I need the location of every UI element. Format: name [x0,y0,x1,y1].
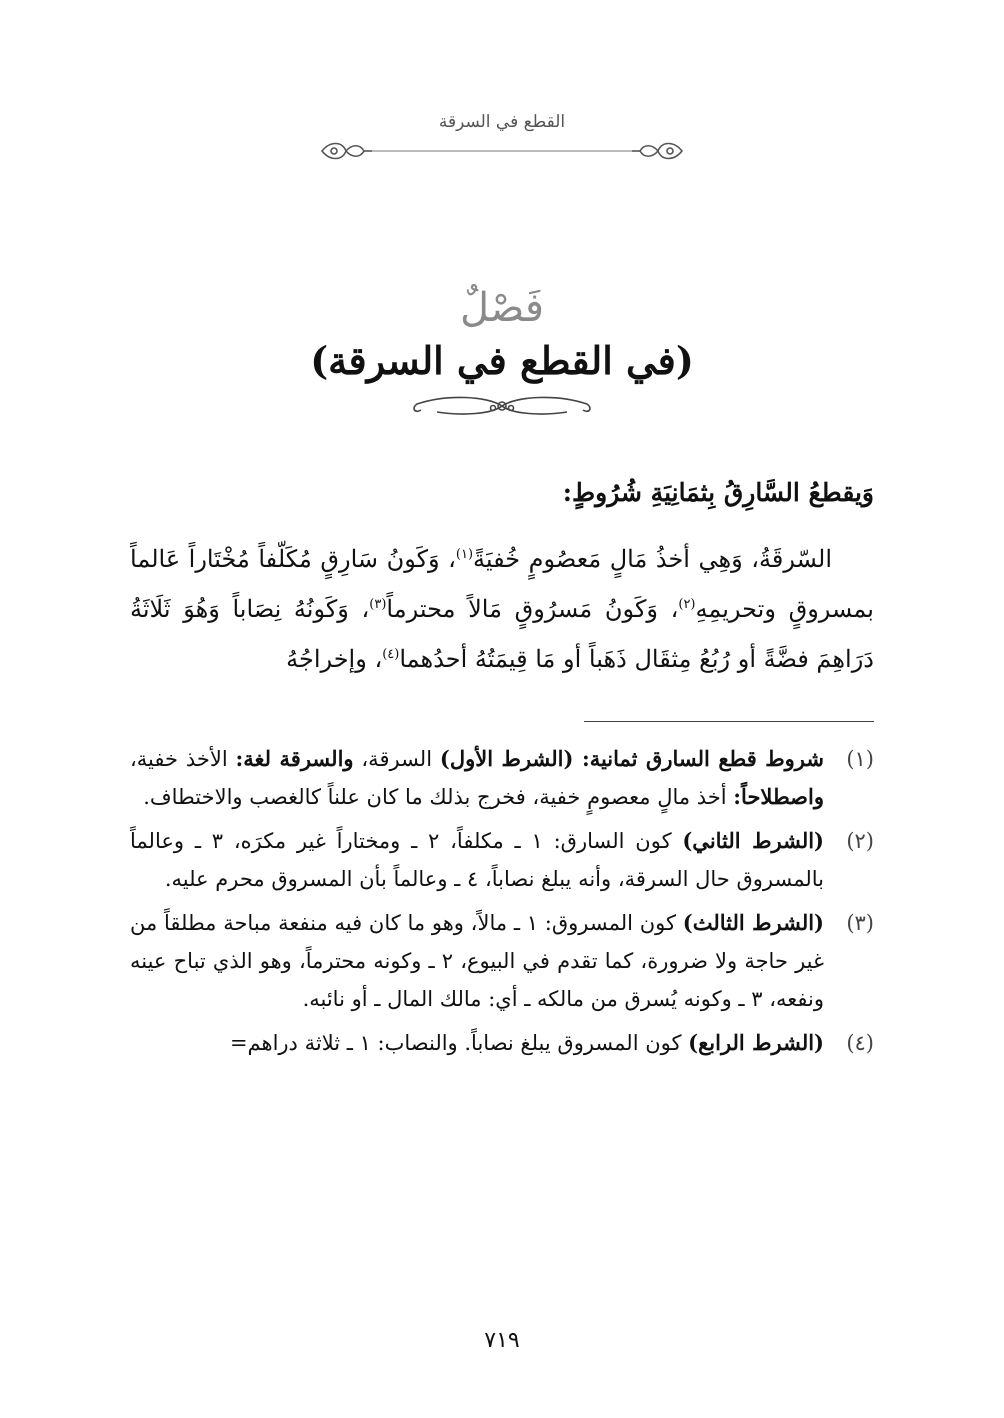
header-ornament-rule [0,138,1004,164]
chapter-ornament [407,392,597,420]
footnote-number: (١) [846,747,874,771]
running-title: القطع في السرقة [438,112,566,132]
running-header [0,112,1004,164]
body-segment-1: السّرقَةُ، وَهِي أخذُ مَالٍ مَعصُومٍ خُفيَةً [473,545,832,573]
chapter-heading [0,282,1004,420]
footnote-number: (٢) [846,829,874,853]
body-paragraph [130,534,874,684]
body-segment-3: ، وَكَونُ مَسرُوقٍ مَالاً محترماً [386,595,679,623]
footnote-bold: (الشرط الثالث) [682,910,824,935]
chapter-fasl: فَصْلٌ [459,285,545,331]
body-segment-4: ، وَكَونُهُ نِصَاباً وَهُوَ ثَلَاثَةُ دَرَاهِمَ فضَّةً أو رُبُعُ مِثقَال ذَهَباً أو مَا قِيمَتُهُ أحدُهما [130,595,874,673]
body-segment-2: ، وَكَونُ سَارِقٍ مُكَلّفاً مُخْتَاراً عَالماً بمسروقٍ وتحريمِهِ [130,545,874,623]
footnote-number: (٣) [846,911,874,935]
footnotes [130,740,874,1068]
footnote-ref-2[interactable]: (٢) [678,597,696,612]
footnote-text: كون المسروق يبلغ نصاباً. والنصاب: ١ ـ ثلاثة دراهم= [229,1031,689,1055]
footnote-text: السرقة، [353,747,440,771]
footnote-ref-1[interactable]: (١) [455,547,474,562]
footnote-3 [130,904,874,1018]
footnote-text: كون السارق: ١ ـ مكلفاً، ٢ ـ ومختاراً غير مكرَه، ٣ ـ وعالماً بالمسروق حال السرقة، وأنه يبلغ نصاباً، ٤ ـ وعالماً بأن المسروق محرم عليه. [130,829,824,891]
footnote-ref-4[interactable]: (٤) [382,647,400,662]
body-segment-5: ، وإخراجُهُ [286,645,383,673]
page-number: ٧١٩ [484,1328,520,1353]
main-text [130,470,874,684]
footnote-bold: واصطلاحاً: [733,784,824,809]
lead-sentence: وَيقطعُ السَّارِقُ بِثمَانِيَةِ شُرُوطٍ: [562,478,874,507]
footnote-number: (٤) [846,1031,874,1055]
footnote-text: الأخذ خفية، [130,747,236,771]
footnote-1 [130,740,874,816]
chapter-subtitle: (في القطع في السرقة) [310,338,694,383]
footnote-bold: شروط قطع السارق ثمانية: (الشرط الأول) [439,746,824,771]
footnote-4 [130,1024,874,1062]
footnote-2 [130,822,874,898]
footnote-bold: (الشرط الثاني) [682,828,824,853]
footnote-text: أخذ مالٍ معصومٍ خفية، فخرج بذلك ما كان علناً كالغصب والاختطاف. [143,785,734,809]
footnote-bold: (الشرط الرابع) [688,1030,824,1055]
footnote-ref-3[interactable]: (٣) [369,597,387,612]
footnote-text: كون المسروق: ١ ـ مالاً، وهو ما كان فيه منفعة مباحة مطلقاً من غير حاجة ولا ضرورة، كما تقدم في البيوع، ٢ ـ وكونه محترماً، وهو الذي تباح عينه ونفعه، ٣ ـ وكونه يُسرق من مالكه ـ أي: مالك المال ـ أو نائبه. [130,911,824,1011]
footnote-bold: والسرقة لغة: [235,746,354,771]
footnote-separator [584,721,874,722]
